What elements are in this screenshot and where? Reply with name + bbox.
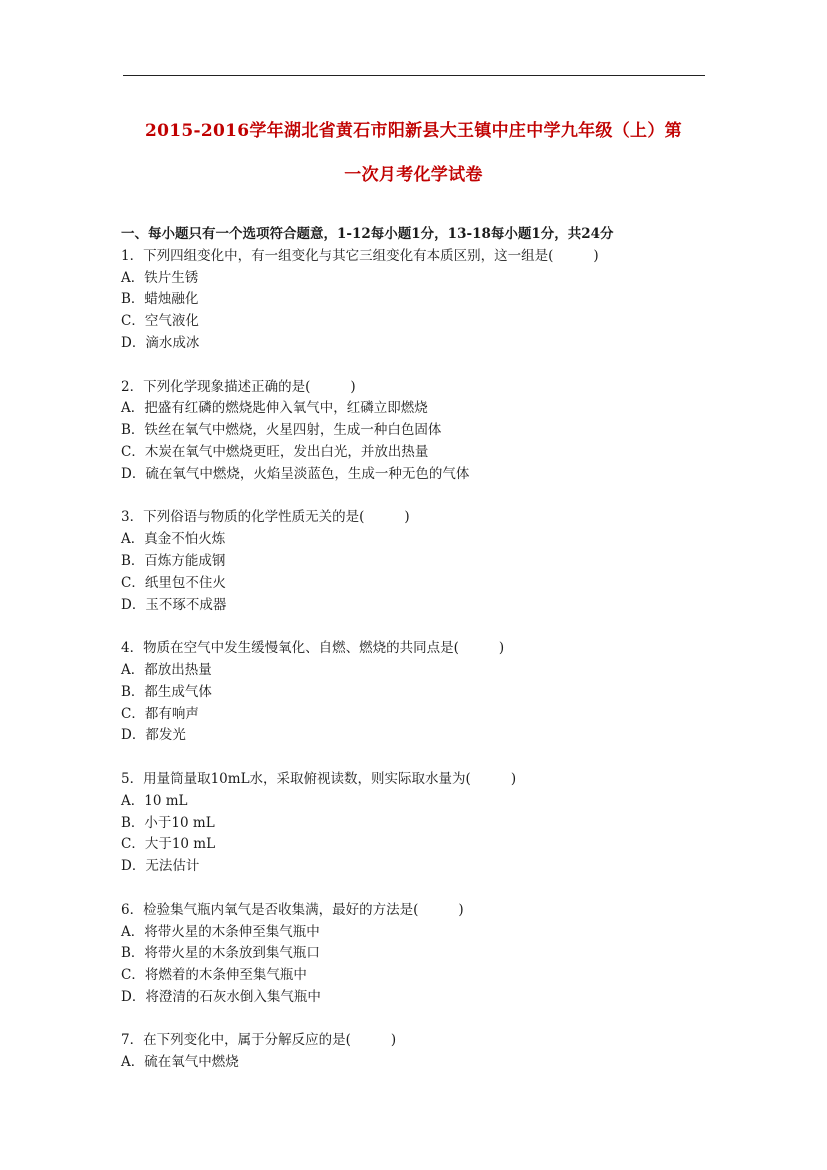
option-c: C．都有响声 [121,705,199,722]
question-5 [121,769,721,878]
option-b: B．小于10 mL [121,814,215,831]
question-stem [121,507,721,529]
question-stem-text: 6．检验集气瓶内氧气是否收集满，最好的方法是( [121,901,419,918]
option-a: A．把盛有红磷的燃烧匙伸入氧气中，红磷立即燃烧 [121,400,428,417]
option-c: C．将燃着的木条伸至集气瓶中 [121,967,307,984]
option-a: A．硫在氧气中燃烧 [121,1054,239,1071]
exam-title-line-2: 一次月考化学试卷 [344,165,483,185]
question-stem [121,769,721,791]
exam-title-line-1: 2015-2016学年湖北省黄石市阳新县大王镇中庄中学九年级（上）第 [145,121,682,141]
question-7 [121,1030,721,1074]
option-d: D．都发光 [121,727,186,744]
option-c: C．木炭在氧气中燃烧更旺，发出白光，并放出热量 [121,443,429,460]
question-4 [121,638,721,747]
question-close-paren: ) [498,640,505,657]
question-stem-text: 3．下列俗语与物质的化学性质无关的是( [121,509,365,526]
option-a: A．都放出热量 [121,661,212,678]
option-a: A．将带火星的木条伸至集气瓶中 [121,923,320,940]
option-d: D．玉不琢不成器 [121,596,227,613]
question-close-paren: ) [458,901,464,918]
option-d: D．将澄清的石灰水倒入集气瓶中 [121,988,321,1005]
option-c: C．大于10 mL [121,836,216,853]
option-b: B．百炼方能成钢 [121,552,226,569]
header-rule [123,75,705,76]
option-b: B．蜡烛融化 [121,291,199,308]
question-stem-text: 2．下列化学现象描述正确的是( [121,378,311,395]
question-close-paren: ) [510,770,517,787]
question-1 [121,246,721,355]
option-b: B．都生成气体 [121,683,212,700]
question-stem [121,1030,721,1052]
section-heading: 一、每小题只有一个选项符合题意，1-12每小题1分，13-18每小题1分，共24分 [121,226,614,242]
question-6 [121,900,721,1009]
option-b: B．铁丝在氧气中燃烧，火星四射，生成一种白色固体 [121,422,442,439]
question-stem [121,900,721,922]
question-3 [121,507,721,616]
option-d: D．无法估计 [121,858,200,875]
question-stem-text: 7．在下列变化中，属于分解反应的是( [121,1032,351,1049]
question-close-paren: ) [390,1032,397,1049]
option-c: C．纸里包不住火 [121,574,226,591]
option-b: B．将带火星的木条放到集气瓶口 [121,945,320,962]
option-a: A．铁片生锈 [121,269,199,286]
option-d: D．滴水成冰 [121,334,200,351]
question-2 [121,377,721,486]
question-stem [121,377,721,399]
exam-body [121,224,721,1096]
question-stem-text: 4．物质在空气中发生缓慢氧化、自燃、燃烧的共同点是( [121,640,459,657]
question-close-paren: ) [404,509,410,526]
option-c: C．空气液化 [121,313,199,330]
option-d: D．硫在氧气中燃烧，火焰呈淡蓝色，生成一种无色的气体 [121,465,470,482]
option-a: A．真金不怕火炼 [121,531,226,548]
question-stem [121,638,721,660]
question-stem [121,246,721,268]
question-close-paren: ) [593,247,599,264]
question-stem-text: 5．用量筒量取10mL水，采取俯视读数，则实际取水量为( [121,770,471,787]
question-stem-text: 1．下列四组变化中，有一组变化与其它三组变化有本质区别，这一组是( [121,247,554,264]
question-close-paren: ) [350,378,356,395]
option-a: A．10 mL [121,792,188,809]
